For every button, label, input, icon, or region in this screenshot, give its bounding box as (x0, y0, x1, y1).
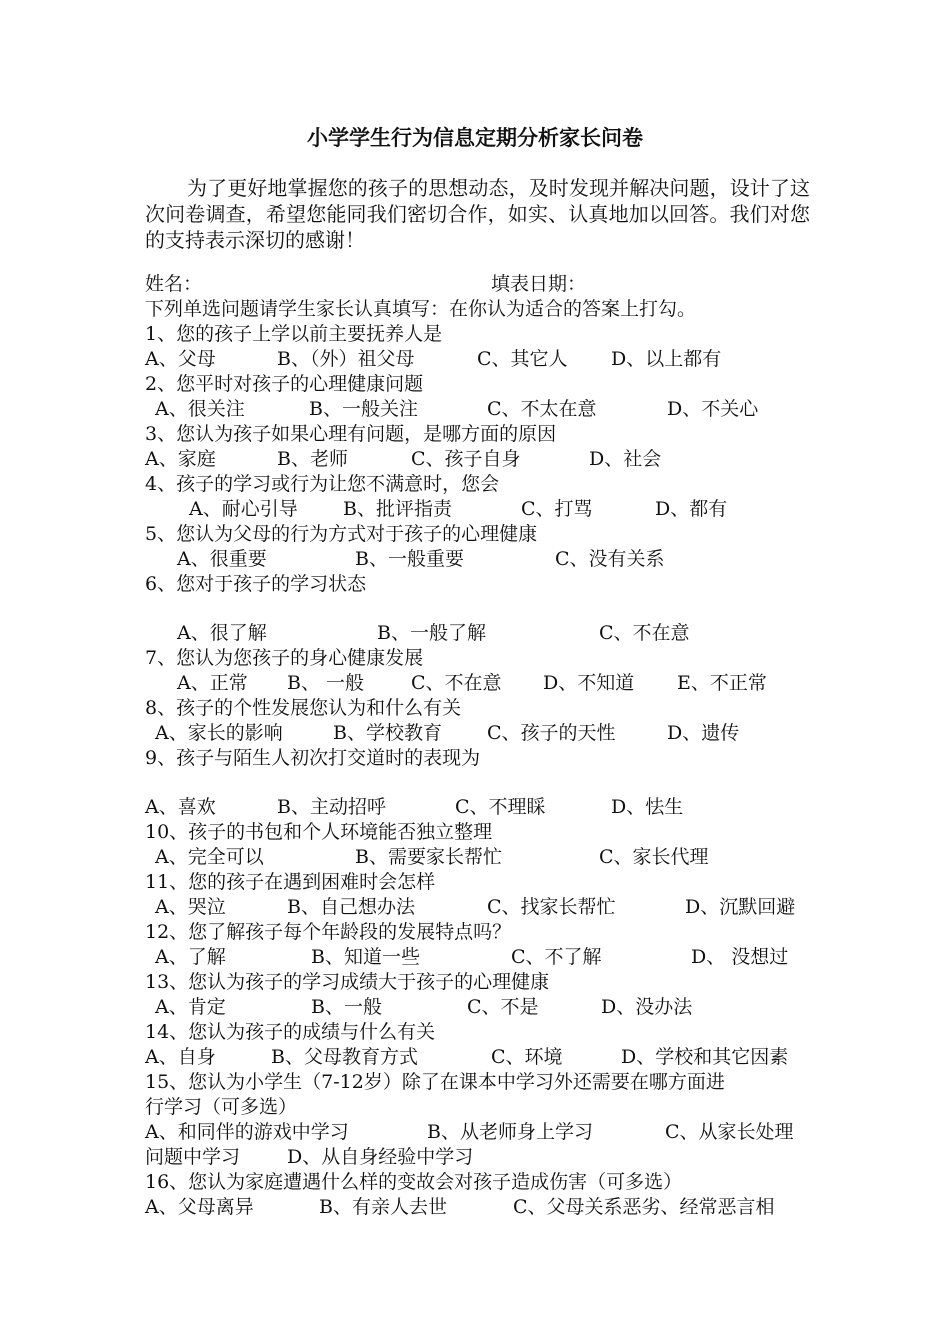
option[interactable]: A、正常 (177, 672, 248, 694)
question-10: 10、孩子的书包和个人环境能否独立整理 (145, 821, 493, 843)
option[interactable]: A、家庭 (145, 448, 216, 470)
option[interactable]: B、从老师身上学习 (427, 1121, 593, 1143)
page-title: 小学学生行为信息定期分析家长问卷 (307, 125, 643, 150)
question-9: 9、孩子与陌生人初次打交道时的表现为 (145, 747, 481, 769)
option[interactable]: B、（外）祖父母 (277, 348, 415, 370)
option[interactable]: D、不知道 (543, 672, 635, 694)
option[interactable]: B、一般 (311, 996, 382, 1018)
option[interactable]: A、完全可以 (155, 846, 264, 868)
question-2: 2、您平时对孩子的心理健康问题 (145, 373, 424, 395)
option[interactable]: B、学校教育 (333, 722, 442, 744)
option[interactable]: D、以上都有 (611, 348, 722, 370)
option[interactable]: C、孩子自身 (411, 448, 521, 470)
option[interactable]: B、一般重要 (355, 548, 464, 570)
option[interactable]: D、从自身经验中学习 (287, 1146, 474, 1168)
option[interactable]: D、遗传 (667, 722, 740, 744)
option[interactable]: A、很重要 (177, 548, 267, 570)
option[interactable]: D、都有 (655, 498, 728, 520)
name-label: 姓名： (145, 273, 203, 295)
question-15: 15、您认为小学生（7-12岁）除了在课本中学习外还需要在哪方面进 (145, 1071, 725, 1093)
option[interactable]: A、了解 (155, 946, 226, 968)
option[interactable]: C、没有关系 (555, 548, 665, 570)
option[interactable]: A、和同伴的游戏中学习 (145, 1121, 349, 1143)
option[interactable]: C、家长代理 (599, 846, 709, 868)
option[interactable]: B、一般关注 (309, 398, 418, 420)
option[interactable]: C、从家长处理 (665, 1121, 794, 1143)
option[interactable]: D、没办法 (601, 996, 693, 1018)
option[interactable]: D、 没想过 (691, 946, 789, 968)
question-13: 13、您认为孩子的学习成绩大于孩子的心理健康 (145, 971, 550, 993)
option[interactable]: B、需要家长帮忙 (355, 846, 502, 868)
question-6: 6、您对于孩子的学习状态 (145, 573, 367, 595)
option[interactable]: C、打骂 (521, 498, 593, 520)
question-12: 12、您了解孩子每个年龄段的发展特点吗？ (145, 921, 512, 943)
option[interactable]: C、不在意 (411, 672, 502, 694)
question-14: 14、您认为孩子的成绩与什么有关 (145, 1021, 436, 1043)
option[interactable]: A、耐心引导 (189, 498, 298, 520)
question-3: 3、您认为孩子如果心理有问题，是哪方面的原因 (145, 423, 557, 445)
instruction-text: 下列单选问题请学生家长认真填写：在你认为适合的答案上打勾。 (145, 298, 697, 320)
option[interactable]: D、不关心 (667, 398, 759, 420)
option[interactable]: C、不理睬 (455, 796, 546, 818)
option[interactable]: A、父母离异 (145, 1196, 254, 1218)
option[interactable]: B、父母教育方式 (271, 1046, 418, 1068)
option[interactable]: A、很关注 (155, 398, 245, 420)
option[interactable]: C、找家长帮忙 (487, 896, 616, 918)
option[interactable]: C、父母关系恶劣、经常恶言相 (513, 1196, 775, 1218)
option[interactable]: C、环境 (491, 1046, 563, 1068)
question-1: 1、您的孩子上学以前主要抚养人是 (145, 323, 443, 345)
option[interactable]: E、不正常 (677, 672, 767, 694)
option[interactable]: B、 一般 (287, 672, 365, 694)
option[interactable]: B、主动招呼 (277, 796, 386, 818)
option[interactable]: C、不是 (467, 996, 539, 1018)
question-15-cont: 行学习（可多选） (145, 1096, 298, 1118)
option[interactable]: C、其它人 (477, 348, 568, 370)
question-11: 11、您的孩子在遇到困难时会怎样 (145, 871, 436, 893)
option[interactable]: B、一般了解 (377, 622, 486, 644)
option[interactable]: C、不了解 (511, 946, 602, 968)
question-7: 7、您认为您孩子的身心健康发展 (145, 647, 424, 669)
question-4: 4、孩子的学习或行为让您不满意时，您会 (145, 473, 500, 495)
option[interactable]: D、社会 (589, 448, 662, 470)
option-cont-text: 问题中学习 (145, 1146, 241, 1168)
option[interactable]: A、哭泣 (155, 896, 226, 918)
option[interactable]: A、自身 (145, 1046, 216, 1068)
option[interactable]: C、孩子的天性 (487, 722, 616, 744)
question-16: 16、您认为家庭遭遇什么样的变故会对孩子造成伤害（可多选） (145, 1171, 683, 1193)
option[interactable]: B、知道一些 (311, 946, 420, 968)
option[interactable]: B、有亲人去世 (319, 1196, 447, 1218)
option[interactable]: D、学校和其它因素 (621, 1046, 789, 1068)
option[interactable]: B、批评指责 (343, 498, 452, 520)
option[interactable]: D、沉默回避 (685, 896, 796, 918)
option[interactable]: A、父母 (145, 348, 216, 370)
option[interactable]: C、不在意 (599, 622, 690, 644)
date-label: 填表日期： (491, 273, 587, 295)
option[interactable]: A、肯定 (155, 996, 226, 1018)
option[interactable]: B、老师 (277, 448, 348, 470)
option[interactable]: A、很了解 (177, 622, 267, 644)
option[interactable]: B、自己想办法 (287, 896, 415, 918)
question-5: 5、您认为父母的行为方式对于孩子的心理健康 (145, 523, 538, 545)
option[interactable]: A、家长的影响 (155, 722, 283, 744)
option[interactable]: C、不太在意 (487, 398, 597, 420)
option[interactable]: A、喜欢 (145, 796, 216, 818)
intro-paragraph: 为了更好地掌握您的孩子的思想动态，及时发现并解决问题，设计了这次问卷调查，希望您能同我们密切合作，如实、认真地加以回答。我们对您的支持表示深切的感谢！ (145, 176, 810, 252)
option[interactable]: D、怯生 (611, 796, 684, 818)
question-8: 8、孩子的个性发展您认为和什么有关 (145, 697, 462, 719)
